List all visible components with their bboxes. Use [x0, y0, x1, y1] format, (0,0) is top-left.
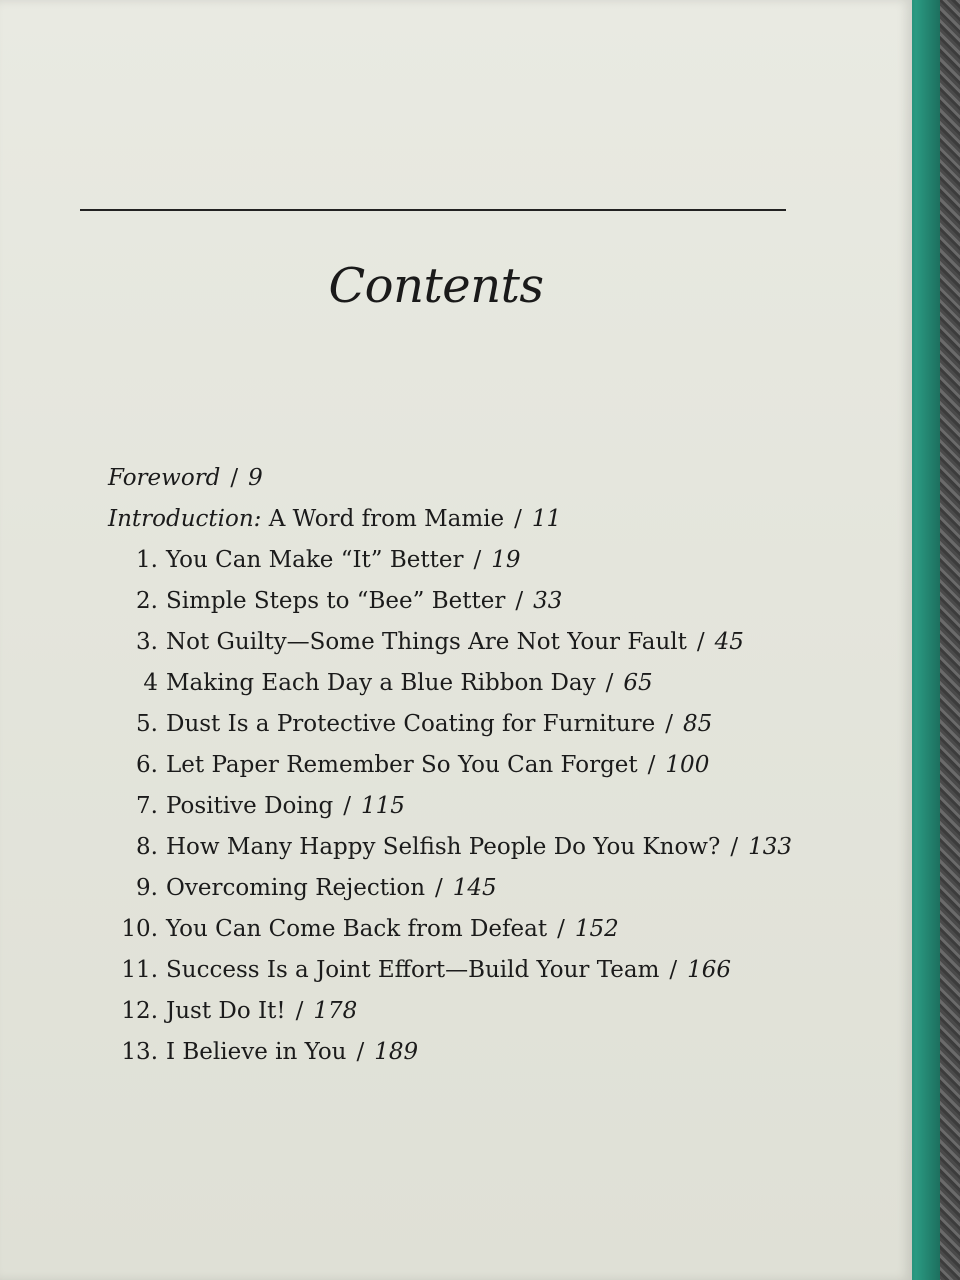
chapter-number: 4 — [143, 670, 158, 696]
toc-chapter — [108, 868, 808, 909]
toc-chapter — [108, 786, 808, 827]
toc-page-number: 100 — [665, 752, 710, 778]
toc-separator: / — [435, 875, 443, 901]
toc-page-number: 33 — [533, 588, 563, 614]
toc-page-number: 65 — [623, 670, 653, 696]
toc-chapter — [108, 745, 808, 786]
chapter-number: 13. — [121, 1039, 158, 1065]
toc-page-number: 115 — [361, 793, 405, 819]
toc-separator: / — [343, 793, 351, 819]
chapter-number: 7. — [136, 793, 158, 819]
toc-page-number: 133 — [748, 834, 792, 860]
toc-page-number: 9 — [248, 465, 263, 491]
chapter-title: Let Paper Remember So You Can Forget — [166, 752, 638, 778]
toc-page-number: 152 — [574, 916, 619, 942]
toc-chapter — [108, 1032, 808, 1073]
chapter-number: 3. — [136, 629, 158, 655]
toc-page-number: 19 — [491, 547, 521, 573]
chapter-title: Simple Steps to “Bee” Better — [166, 588, 506, 614]
toc-chapter — [108, 950, 808, 991]
toc-page-number: 11 — [531, 506, 562, 532]
chapter-title: Not Guilty—Some Things Are Not Your Fault — [166, 629, 687, 655]
toc-page-number: 178 — [313, 998, 358, 1024]
toc-chapter — [108, 622, 808, 663]
chapter-title: Dust Is a Protective Coating for Furniture — [166, 711, 656, 737]
toc-separator: / — [473, 547, 482, 573]
toc-page-number: 189 — [374, 1039, 419, 1065]
chapter-number: 9. — [136, 875, 158, 901]
toc-separator: / — [514, 506, 522, 532]
toc-chapter — [108, 909, 808, 950]
chapter-title: Making Each Day a Blue Ribbon Day — [166, 670, 596, 696]
toc-page-number: 45 — [714, 629, 744, 655]
toc-foreword — [108, 458, 808, 499]
toc-separator: / — [557, 916, 565, 942]
toc-separator: / — [730, 834, 739, 860]
chapter-title: Success Is a Joint Effort—Build Your Team — [166, 957, 660, 983]
chapter-title: How Many Happy Selfish People Do You Know? — [166, 834, 721, 860]
toc-separator: / — [696, 629, 705, 655]
toc-separator: / — [356, 1039, 365, 1065]
toc-entry-label: Foreword — [108, 465, 221, 491]
table-of-contents — [108, 458, 808, 1073]
chapter-title: Positive Doing — [166, 793, 334, 819]
chapter-number: 6. — [136, 752, 158, 778]
toc-separator: / — [295, 998, 304, 1024]
chapter-number: 5. — [136, 711, 158, 737]
toc-page-number: 85 — [683, 711, 713, 737]
toc-introduction — [108, 499, 808, 540]
toc-separator: / — [515, 588, 524, 614]
chapter-number: 10. — [121, 916, 158, 942]
toc-chapter — [108, 704, 808, 745]
chapter-title: Just Do It! — [166, 998, 286, 1024]
chapter-number: 2. — [136, 588, 158, 614]
toc-page-number: 145 — [452, 875, 497, 901]
chapter-number: 12. — [121, 998, 158, 1024]
toc-entry-label: Introduction: — [108, 506, 262, 532]
toc-chapter — [108, 581, 808, 622]
toc-separator: / — [665, 711, 674, 737]
toc-chapter — [108, 991, 808, 1032]
toc-separator: / — [605, 670, 614, 696]
toc-separator: / — [669, 957, 678, 983]
toc-chapter — [108, 663, 808, 704]
chapter-title: You Can Make “It” Better — [166, 547, 464, 573]
toc-entry-title: A Word from Mamie — [268, 506, 505, 532]
chapter-title: I Believe in You — [166, 1039, 347, 1065]
toc-chapter — [108, 540, 808, 581]
top-rule — [80, 209, 786, 211]
chapter-number: 8. — [136, 834, 158, 860]
toc-separator: / — [230, 465, 239, 491]
chapter-title: Overcoming Rejection — [166, 875, 426, 901]
chapter-number: 1. — [136, 547, 158, 573]
page-title: Contents — [328, 258, 544, 314]
toc-page-number: 166 — [687, 957, 732, 983]
toc-separator: / — [647, 752, 656, 778]
chapter-title: You Can Come Back from Defeat — [166, 916, 548, 942]
toc-chapter — [108, 827, 808, 868]
chapter-number: 11. — [121, 957, 158, 983]
